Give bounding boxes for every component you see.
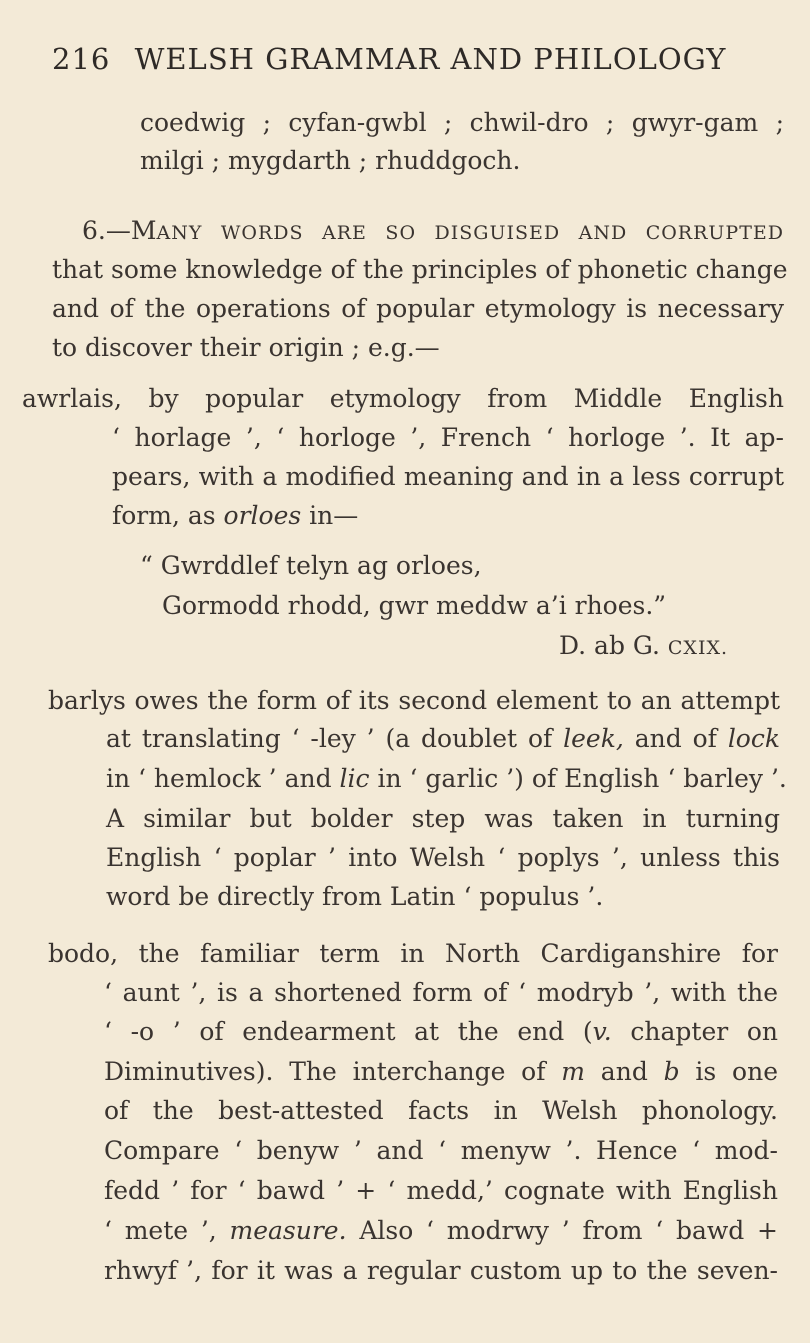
text-span: and [585,1057,664,1086]
entry-bodo-line-8 [104,1214,778,1248]
text-span: form, as [112,501,224,530]
entry-bodo-line-7: fedd ’ for ‘ bawd ’ + ‘ medd,’ cognate with English [104,1176,778,1205]
section-number: 6.— [82,216,131,245]
intro-line-1: coedwig ; cyfan-gwbl ; chwil-dro ; gwyr-gam ; [140,108,784,137]
verse-line-2: Gormodd rhodd, gwr meddw a’i rhoes.” [162,591,667,620]
entry-awrlais-line-2: ‘ horlage ’, ‘ horloge ’, French ‘ horloge ’. It ap- [112,423,784,452]
text-span: and of [623,724,728,753]
page-title: WELSH GRAMMAR AND PHILOLOGY [134,42,727,76]
italic-letter-m: m [561,1057,586,1086]
text-span: in ‘ hemlock ’ and [106,764,340,793]
running-header [52,42,726,76]
section-heading-initial: M [130,216,157,245]
italic-word-leek: leek, [563,724,624,753]
verse-citation [559,629,728,665]
citation-numeral: CXIX. [667,637,729,659]
page-number: 216 [52,42,111,76]
text-span: at translating ‘ -ley ’ (a doublet of [106,724,564,753]
text-span: chapter on [611,1017,779,1046]
italic-word-measure: measure. [229,1216,347,1245]
text-span: in— [301,501,359,530]
italic-word-lic: lic [339,764,370,793]
text-span: Diminutives). The interchange of [104,1057,562,1086]
entry-bodo-line-5: of the best-attested facts in Welsh phonology. [104,1096,778,1125]
italic-word-lock: lock [727,724,781,753]
intro-line-2: milgi ; mygdarth ; rhuddgoch. [140,146,521,175]
text-span: Also ‘ modrwy ’ from ‘ bawd + [346,1216,778,1245]
entry-awrlais-line-4 [112,499,358,533]
entry-bodo-line-6: Compare ‘ benyw ’ and ‘ menyw ’. Hence ‘ mod- [104,1136,778,1165]
entry-barlys-line-2 [106,722,780,756]
entry-barlys-line-6: word be directly from Latin ‘ populus ’. [106,882,604,911]
entry-bodo-line-3 [104,1015,778,1049]
section-6-line-2: that some knowledge of the principles of phonetic change [52,255,788,284]
citation-author: D. ab G. [559,631,668,660]
verse-line-1: “ Gwrddlef telyn ag orloes, [140,551,482,580]
section-heading-smallcaps: ANY WORDS ARE SO DISGUISED AND CORRUPTED [156,222,784,244]
italic-word-orloes: orloes [223,501,302,530]
section-6-heading [82,214,784,250]
entry-bodo-line-1: bodo, the familiar term in North Cardiganshire for [48,939,778,968]
entry-barlys-line-1: barlys owes the form of its second element to an attempt [48,686,780,715]
italic-abbrev-v: v. [592,1017,612,1046]
text-span: is one [679,1057,779,1086]
entry-awrlais-line-1: awrlais, by popular etymology from Middle English [22,384,784,413]
text-span: ‘ -o ’ of endearment at the end ( [104,1017,593,1046]
section-6-line-3: and of the operations of popular etymology is necessary [52,294,784,323]
entry-bodo-line-4 [104,1055,778,1089]
entry-bodo-line-2: ‘ aunt ’, is a shortened form of ‘ modryb ’, with the [104,978,778,1007]
entry-barlys-line-3 [106,762,787,796]
entry-bodo-line-9: rhwyf ’, for it was a regular custom up to the seven- [104,1256,778,1285]
entry-barlys-line-5: English ‘ poplar ’ into Welsh ‘ poplys ’, unless this [106,843,780,872]
text-span: ‘ mete ’, [104,1216,230,1245]
section-6-line-4: to discover their origin ; e.g.— [52,333,440,362]
entry-barlys-line-4: A similar but bolder step was taken in turning [106,804,780,833]
text-span: in ‘ garlic ’) of English ‘ barley ’. [369,764,787,793]
entry-awrlais-line-3: pears, with a modified meaning and in a less corrupt [112,462,784,491]
italic-letter-b: b [663,1057,680,1086]
